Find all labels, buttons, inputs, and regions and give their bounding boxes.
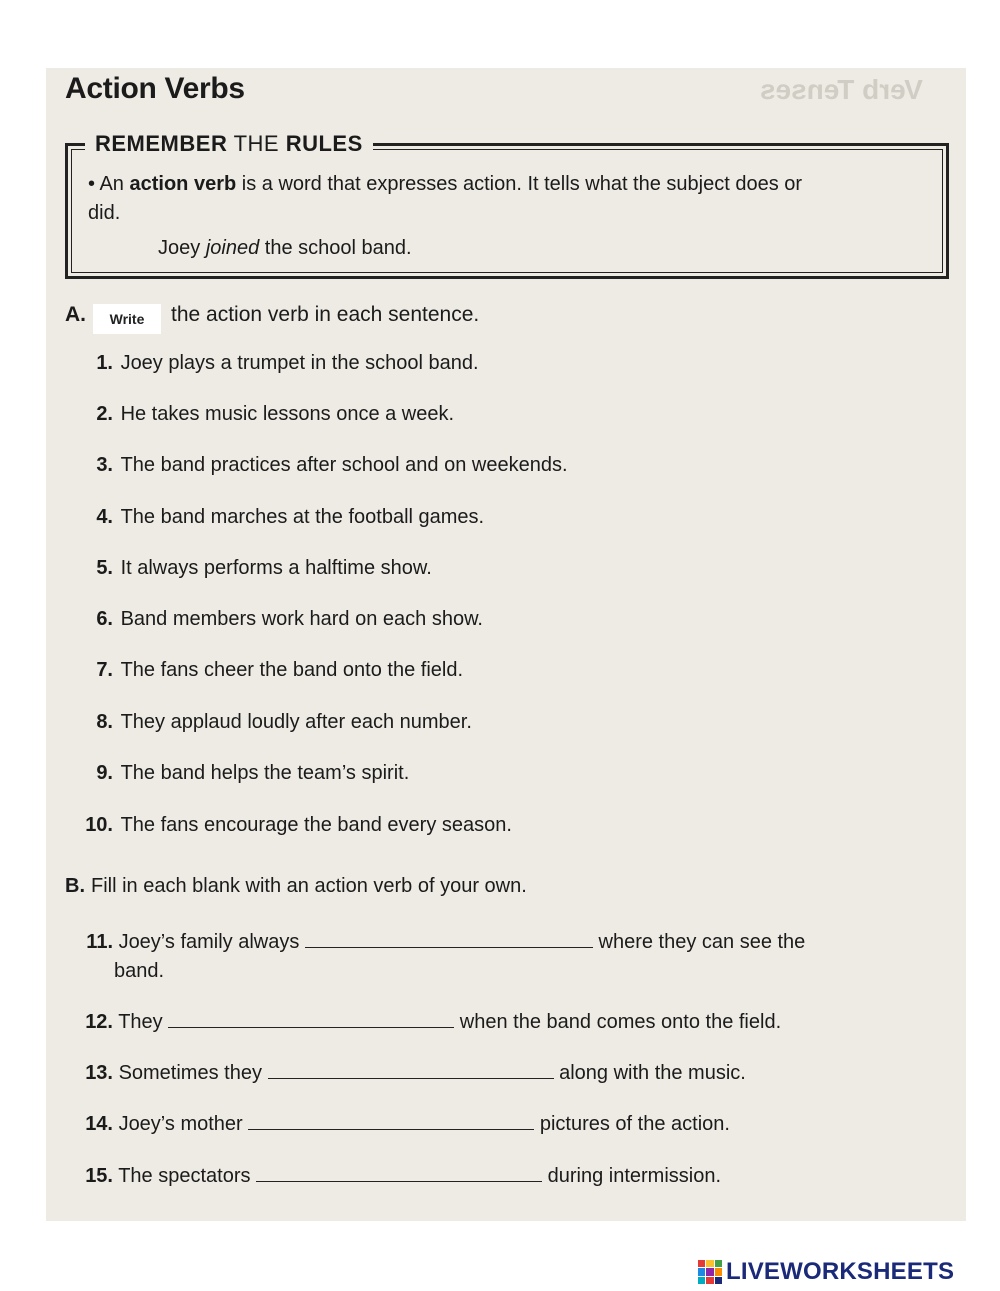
write-button[interactable]: Write: [93, 304, 161, 334]
brand-logo[interactable]: [698, 1259, 954, 1285]
answer-blank[interactable]: [268, 1077, 554, 1079]
answer-blank[interactable]: [305, 946, 593, 948]
sentence-item[interactable]: 9. The band helps the team’s spirit.: [96, 762, 410, 784]
sentence-item[interactable]: 5. It always performs a halftime show.: [96, 557, 432, 579]
brand-name: LIVEWORKSHEETS: [726, 1258, 955, 1285]
sentence-item[interactable]: 4. The band marches at the football games.: [96, 506, 485, 528]
section-a-instruction: the action verb in each sentence.: [171, 303, 480, 326]
answer-blank[interactable]: [256, 1180, 542, 1182]
sentence-item[interactable]: 6. Band members work hard on each show.: [96, 608, 483, 630]
answer-blank[interactable]: [168, 1026, 454, 1028]
page-title: Action Verbs: [65, 72, 245, 105]
sentence-item[interactable]: 7. The fans cheer the band onto the field.: [96, 659, 464, 681]
fill-item-continuation: band.: [114, 960, 165, 982]
bleed-through-title: Verb Tenses: [760, 74, 923, 105]
sentence-item[interactable]: 8. They applaud loudly after each number.: [96, 711, 472, 733]
answer-blank[interactable]: [248, 1128, 534, 1130]
section-a-letter: A.: [65, 303, 86, 326]
fill-item: 12. They when the band comes onto the field.: [85, 1011, 782, 1033]
rules-heading: REMEMBER THE RULES: [85, 131, 373, 157]
rule-definition: • An action verb is a word that expresses action. It tells what the subject does or did.: [88, 173, 803, 224]
sentence-item[interactable]: 3. The band practices after school and on weekends.: [96, 454, 568, 476]
sentence-item[interactable]: 1. Joey plays a trumpet in the school band.: [96, 352, 479, 374]
fill-item: 13. Sometimes they along with the music.: [85, 1062, 746, 1084]
rule-example: Joey joined the school band.: [158, 237, 412, 259]
brand-mark-icon: [698, 1260, 722, 1284]
fill-item: 11. Joey’s family always where they can see the: [86, 931, 806, 953]
fill-item: 15. The spectators during intermission.: [85, 1165, 722, 1187]
sentence-item[interactable]: 10. The fans encourage the band every season.: [85, 814, 512, 836]
section-b-heading: B. Fill in each blank with an action verb of your own.: [65, 875, 527, 897]
sentence-item[interactable]: 2. He takes music lessons once a week.: [96, 403, 455, 425]
fill-item: 14. Joey’s mother pictures of the action.: [85, 1113, 730, 1135]
